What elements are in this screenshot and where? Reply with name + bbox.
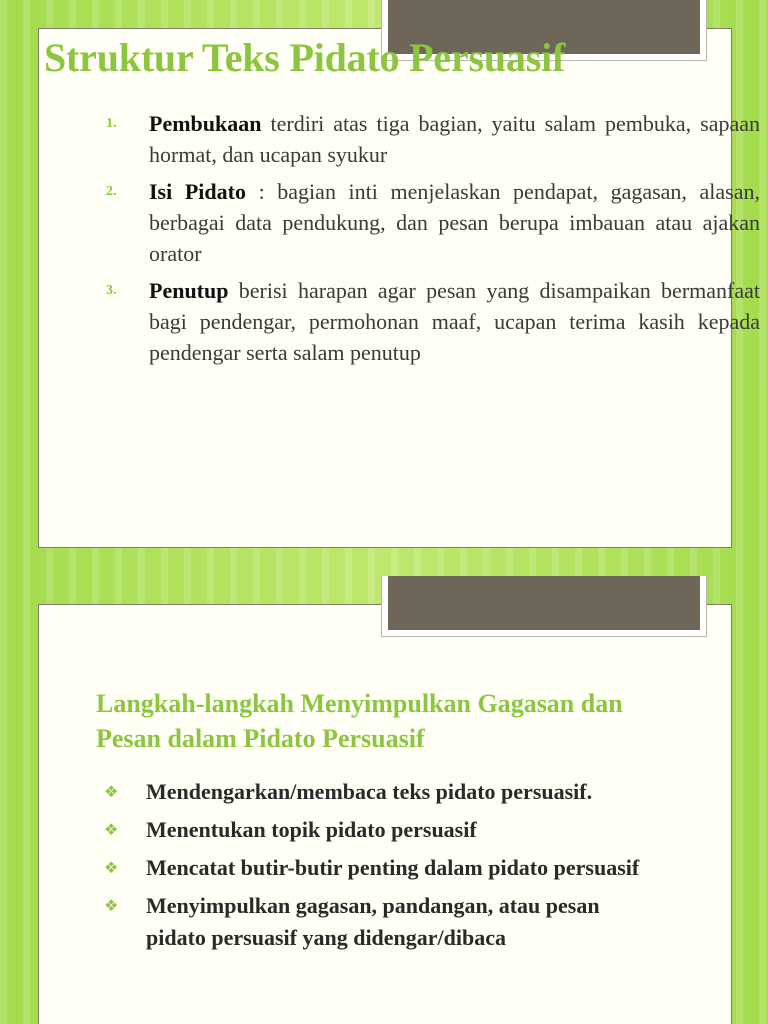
structure-term: Penutup bbox=[149, 278, 229, 303]
diamond-bullet-icon: ❖ bbox=[104, 858, 119, 877]
slide-2-subtitle: Langkah-langkah Menyimpulkan Gagasan dan Pesan dalam Pidato Persuasif bbox=[96, 689, 623, 753]
slide-2-header-tab bbox=[382, 576, 706, 636]
structure-item-penutup bbox=[100, 275, 760, 368]
step-item bbox=[100, 852, 660, 884]
diamond-bullet-icon: ❖ bbox=[104, 820, 119, 839]
structure-description: : bagian inti menjelaskan pendapat, gagasan, alasan, berbagai data pendukung, dan pesan berupa imbauan atau ajakan orator bbox=[149, 179, 760, 266]
diamond-bullet-icon: ❖ bbox=[104, 782, 119, 801]
structure-item-pembukaan bbox=[100, 108, 760, 170]
step-text: Menyimpulkan gagasan, pandangan, atau pesan pidato persuasif yang didengar/dibaca bbox=[146, 893, 600, 950]
step-text: Mendengarkan/membaca teks pidato persuasif. bbox=[146, 779, 593, 804]
step-item bbox=[100, 776, 660, 808]
list-number: 1. bbox=[106, 116, 117, 131]
structure-list bbox=[100, 108, 760, 374]
slide-1-title: Struktur Teks Pidato Persuasif bbox=[44, 35, 566, 80]
step-text: Mencatat butir-butir penting dalam pidato persuasif bbox=[146, 855, 640, 880]
structure-term: Pembukaan bbox=[149, 111, 262, 136]
structure-description: berisi harapan agar pesan yang disampaikan bermanfaat bagi pendengar, permohonan maaf, ucapan terima kasih kepada pendengar serta salam penutup bbox=[149, 278, 760, 365]
diamond-bullet-icon: ❖ bbox=[104, 896, 119, 915]
structure-term: Isi Pidato bbox=[149, 179, 246, 204]
structure-description: terdiri atas tiga bagian, yaitu salam pembuka, sapaan hormat, dan ucapan syukur bbox=[149, 111, 760, 167]
slide-2 bbox=[0, 576, 768, 1024]
step-item bbox=[100, 890, 660, 954]
list-number: 3. bbox=[106, 283, 117, 298]
list-number: 2. bbox=[106, 184, 117, 199]
structure-item-isi bbox=[100, 176, 760, 269]
step-item bbox=[100, 814, 660, 846]
steps-list bbox=[100, 776, 660, 960]
step-text: Menentukan topik pidato persuasif bbox=[146, 817, 477, 842]
